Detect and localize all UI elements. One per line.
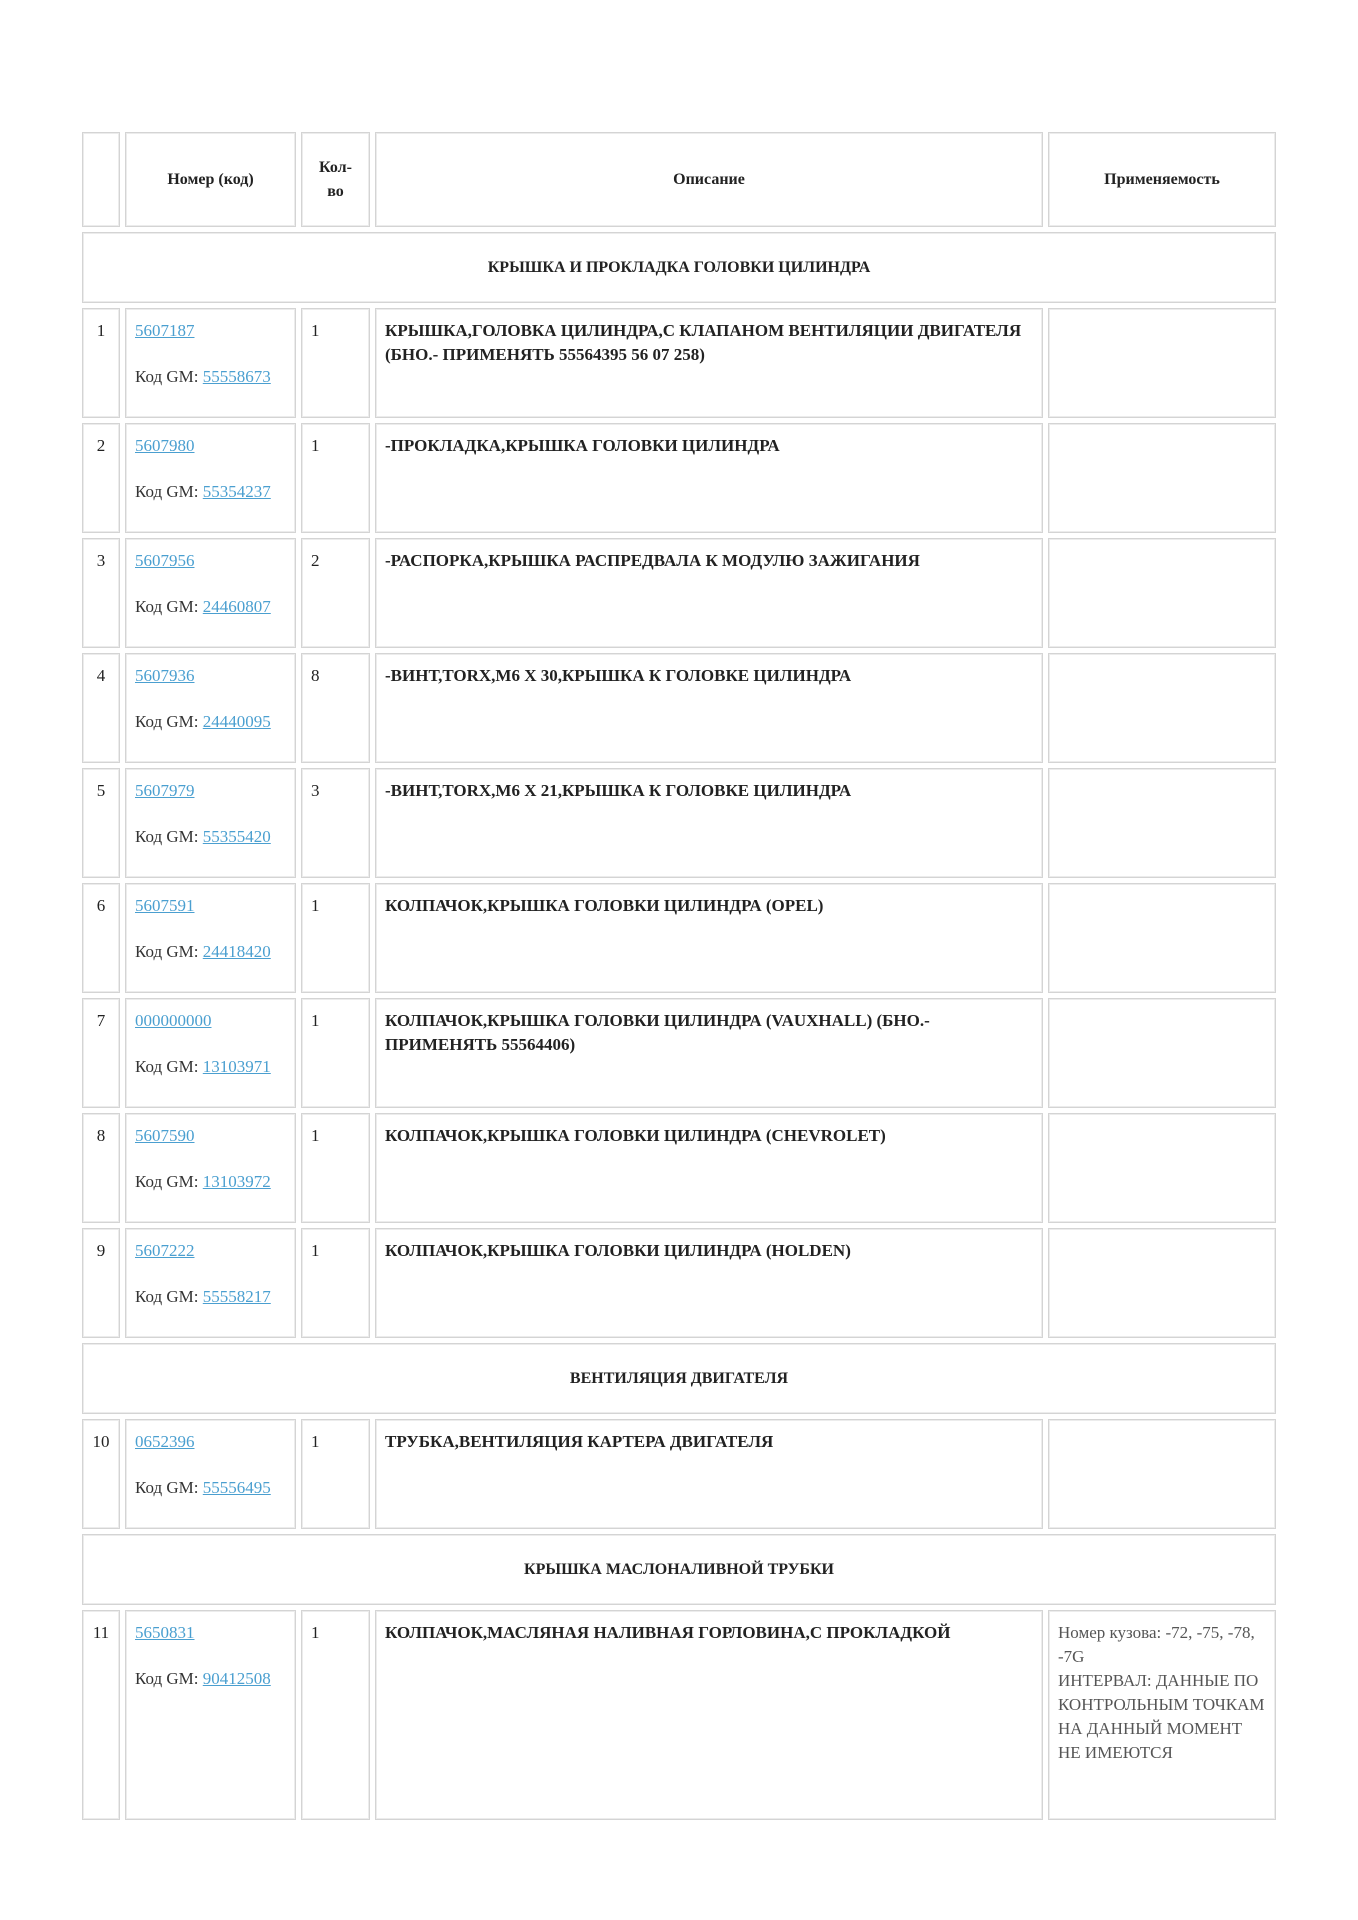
quantity: 1 [301,1419,370,1529]
section-title: КРЫШКА И ПРОКЛАДКА ГОЛОВКИ ЦИЛИНДРА [82,232,1276,303]
applicability [1048,883,1276,993]
section-title: КРЫШКА МАСЛОНАЛИВНОЙ ТРУБКИ [82,1534,1276,1605]
gm-code-link[interactable]: 24440095 [202,712,271,731]
description: КОЛПАЧОК,КРЫШКА ГОЛОВКИ ЦИЛИНДРА (OPEL) [375,883,1043,993]
header-number: Номер (код) [125,132,296,227]
gm-code-label: Код GM: [135,827,203,846]
description: -ВИНТ,TORX,M6 X 21,КРЫШКА К ГОЛОВКЕ ЦИЛИНДРА [375,768,1043,878]
applicability [1048,423,1276,533]
applicability [1048,538,1276,648]
applicability: Номер кузова: -72, -75, -78, -7G ИНТЕРВАЛ: ДАННЫЕ ПО КОНТРОЛЬНЫМ ТОЧКАМ НА ДАННЫЙ МОМЕНТ НЕ ИМЕЮТСЯ [1048,1610,1276,1820]
part-number-cell [125,538,296,648]
gm-code-label: Код GM: [135,367,203,386]
description: -ПРОКЛАДКА,КРЫШКА ГОЛОВКИ ЦИЛИНДРА [375,423,1043,533]
table-row [82,653,1276,763]
part-number-link[interactable]: 5607591 [135,896,195,915]
row-index: 6 [82,883,120,993]
gm-code-label: Код GM: [135,712,203,731]
part-number-link[interactable]: 5650831 [135,1623,195,1642]
gm-code-label: Код GM: [135,942,203,961]
gm-code [135,1170,286,1194]
quantity: 1 [301,423,370,533]
table-body [82,232,1276,1820]
gm-code [135,595,286,619]
row-index: 9 [82,1228,120,1338]
gm-code [135,940,286,964]
gm-code [135,1285,286,1309]
part-number-cell [125,1113,296,1223]
header-applicability: Применяемость [1048,132,1276,227]
quantity: 1 [301,1610,370,1820]
part-number-link[interactable]: 5607590 [135,1126,195,1145]
part-number-link[interactable]: 5607222 [135,1241,195,1260]
header-qty: Кол-во [301,132,370,227]
row-index: 8 [82,1113,120,1223]
row-index: 4 [82,653,120,763]
row-index: 1 [82,308,120,418]
gm-code [135,480,286,504]
quantity: 1 [301,1113,370,1223]
table-row [82,1113,1276,1223]
quantity: 1 [301,883,370,993]
description: КОЛПАЧОК,КРЫШКА ГОЛОВКИ ЦИЛИНДРА (HOLDEN) [375,1228,1043,1338]
row-index: 3 [82,538,120,648]
table-row [82,423,1276,533]
part-number-cell [125,423,296,533]
part-number-cell [125,1228,296,1338]
table-header [82,132,1276,227]
part-number-cell [125,998,296,1108]
applicability [1048,998,1276,1108]
part-number-link[interactable]: 000000000 [135,1011,212,1030]
row-index: 7 [82,998,120,1108]
row-index: 2 [82,423,120,533]
applicability [1048,1419,1276,1529]
section-title: ВЕНТИЛЯЦИЯ ДВИГАТЕЛЯ [82,1343,1276,1414]
row-index: 10 [82,1419,120,1529]
part-number-cell [125,1419,296,1529]
description: КОЛПАЧОК,КРЫШКА ГОЛОВКИ ЦИЛИНДРА (CHEVROLET) [375,1113,1043,1223]
applicability [1048,308,1276,418]
part-number-link[interactable]: 5607956 [135,551,195,570]
description: КОЛПАЧОК,КРЫШКА ГОЛОВКИ ЦИЛИНДРА (VAUXHALL) (БНО.- ПРИМЕНЯТЬ 55564406) [375,998,1043,1108]
part-number-link[interactable]: 5607979 [135,781,195,800]
row-index: 11 [82,1610,120,1820]
gm-code [135,1667,286,1691]
gm-code-link[interactable]: 13103971 [202,1057,271,1076]
description: КРЫШКА,ГОЛОВКА ЦИЛИНДРА,С КЛАПАНОМ ВЕНТИЛЯЦИИ ДВИГАТЕЛЯ (БНО.- ПРИМЕНЯТЬ 55564395 56 07 258) [375,308,1043,418]
gm-code-link[interactable]: 55558673 [202,367,271,386]
applicability [1048,1113,1276,1223]
header-index [82,132,120,227]
quantity: 3 [301,768,370,878]
table-row [82,308,1276,418]
table-row [82,883,1276,993]
table-row [82,538,1276,648]
gm-code-label: Код GM: [135,1669,203,1688]
applicability [1048,1228,1276,1338]
applicability [1048,768,1276,878]
gm-code-link[interactable]: 55355420 [202,827,271,846]
part-number-link[interactable]: 0652396 [135,1432,195,1451]
quantity: 1 [301,308,370,418]
gm-code-label: Код GM: [135,597,203,616]
part-number-link[interactable]: 5607980 [135,436,195,455]
quantity: 1 [301,998,370,1108]
parts-table [82,132,1276,1825]
table-row [82,1228,1276,1338]
gm-code-label: Код GM: [135,482,203,501]
gm-code [135,1055,286,1079]
part-number-cell [125,653,296,763]
table-row [82,1419,1276,1529]
gm-code [135,710,286,734]
part-number-link[interactable]: 5607936 [135,666,195,685]
gm-code-link[interactable]: 24460807 [202,597,271,616]
quantity: 2 [301,538,370,648]
table-row [82,1610,1276,1820]
part-number-cell [125,308,296,418]
gm-code-link[interactable]: 55556495 [202,1478,271,1497]
quantity: 1 [301,1228,370,1338]
gm-code-label: Код GM: [135,1287,203,1306]
quantity: 8 [301,653,370,763]
table-row [82,998,1276,1108]
gm-code-link[interactable]: 90412508 [202,1669,271,1688]
gm-code-link[interactable]: 13103972 [202,1172,271,1191]
gm-code [135,1476,286,1500]
gm-code-link[interactable]: 55558217 [202,1287,271,1306]
gm-code [135,365,286,389]
part-number-link[interactable]: 5607187 [135,321,195,340]
gm-code-label: Код GM: [135,1172,203,1191]
row-index: 5 [82,768,120,878]
gm-code [135,825,286,849]
header-description: Описание [375,132,1043,227]
part-number-cell [125,883,296,993]
table-row [82,768,1276,878]
description: -РАСПОРКА,КРЫШКА РАСПРЕДВАЛА К МОДУЛЮ ЗАЖИГАНИЯ [375,538,1043,648]
gm-code-label: Код GM: [135,1057,203,1076]
gm-code-link[interactable]: 24418420 [202,942,271,961]
part-number-cell [125,1610,296,1820]
applicability [1048,653,1276,763]
part-number-cell [125,768,296,878]
description: ТРУБКА,ВЕНТИЛЯЦИЯ КАРТЕРА ДВИГАТЕЛЯ [375,1419,1043,1529]
description: КОЛПАЧОК,МАСЛЯНАЯ НАЛИВНАЯ ГОРЛОВИНА,С ПРОКЛАДКОЙ [375,1610,1043,1820]
description: -ВИНТ,TORX,M6 X 30,КРЫШКА К ГОЛОВКЕ ЦИЛИНДРА [375,653,1043,763]
gm-code-link[interactable]: 55354237 [202,482,271,501]
gm-code-label: Код GM: [135,1478,203,1497]
